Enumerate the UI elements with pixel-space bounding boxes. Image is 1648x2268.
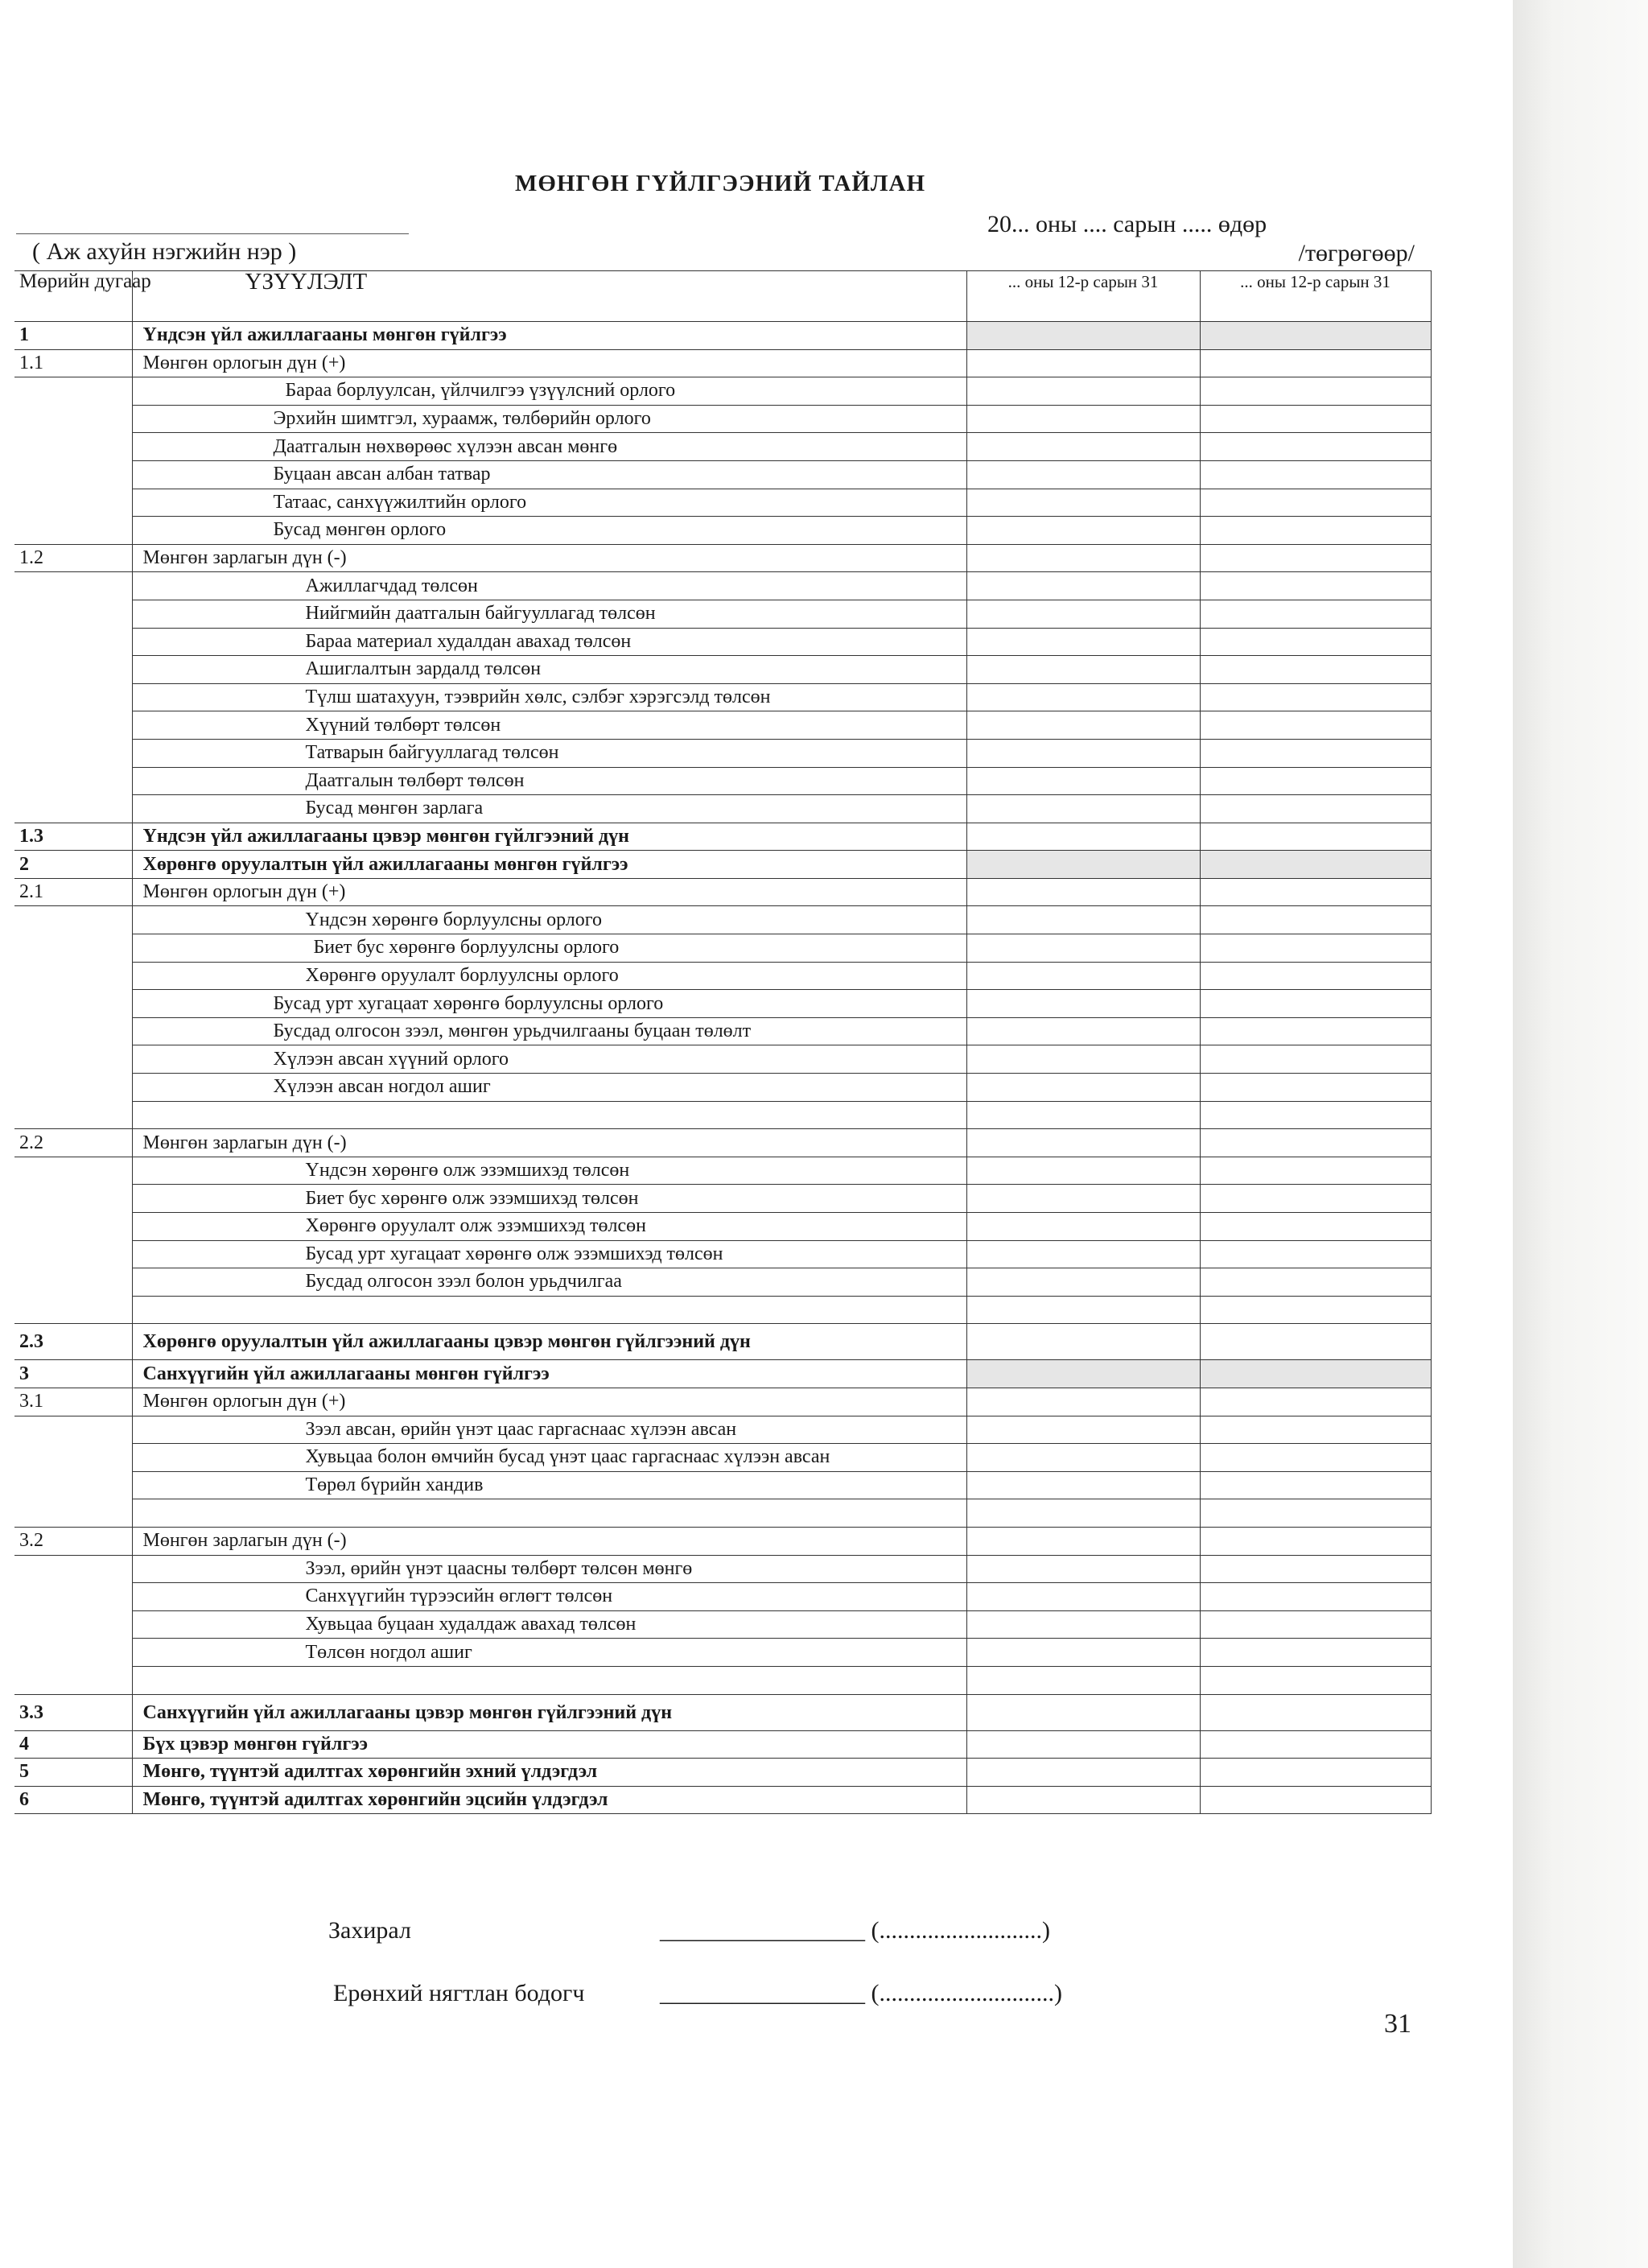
row-label: Хүлээн авсан хүүний орлого — [132, 1045, 966, 1074]
row-label: Бараа борлуулсан, үйлчилгээ үзүүлсний орлого — [132, 377, 966, 406]
cash-flow-table — [14, 270, 1432, 1814]
value-cell — [966, 377, 1200, 406]
table-row — [14, 934, 1431, 963]
row-label: Санхүүгийн түрээсийн өглөгт төлсөн — [132, 1583, 966, 1611]
value-cell — [966, 1786, 1200, 1814]
value-cell — [966, 962, 1200, 990]
value-cell — [966, 1157, 1200, 1185]
row-label: Бараа материал худалдан авахад төлсөн — [132, 628, 966, 656]
value-cell — [1200, 1499, 1431, 1528]
value-cell — [966, 711, 1200, 740]
table-row — [14, 460, 1431, 489]
value-cell — [1200, 1296, 1431, 1324]
header-period-1: ... оны 12-р сарын 31 — [966, 271, 1200, 322]
value-cell — [1200, 572, 1431, 600]
row-number — [14, 1471, 132, 1499]
table-row — [14, 1416, 1431, 1444]
value-cell — [1200, 739, 1431, 767]
value-cell — [966, 628, 1200, 656]
row-number: 1 — [14, 322, 132, 350]
row-number — [14, 489, 132, 517]
row-label: Мөнгөн зарлагын дүн (-) — [132, 544, 966, 572]
value-cell — [966, 1101, 1200, 1129]
row-label: Үндсэн хөрөнгө борлуулсны орлого — [132, 906, 966, 934]
row-number: 3.2 — [14, 1527, 132, 1555]
row-number — [14, 628, 132, 656]
row-number — [14, 1639, 132, 1667]
row-label — [132, 1666, 966, 1694]
row-label: Үндсэн хөрөнгө олж эзэмшихэд төлсөн — [132, 1157, 966, 1185]
header-row-number: Мөрийн дугаар — [14, 271, 132, 322]
row-label: Хувьцаа болон өмчийн бусад үнэт цаас гаргаснаас хүлээн авсан — [132, 1444, 966, 1472]
value-cell — [966, 1074, 1200, 1102]
row-number — [14, 1045, 132, 1074]
table-row — [14, 1296, 1431, 1324]
row-label: Даатгалын төлбөрт төлсөн — [132, 767, 966, 795]
row-number — [14, 656, 132, 684]
table-row — [14, 1694, 1431, 1730]
table-row — [14, 1074, 1431, 1102]
row-number — [14, 1296, 132, 1324]
value-cell — [966, 1555, 1200, 1583]
value-cell — [966, 1527, 1200, 1555]
table-row — [14, 1388, 1431, 1416]
director-signature-line: _________________ (...........................) — [660, 1917, 1050, 1944]
value-cell — [1200, 823, 1431, 851]
row-label: Бусад мөнгөн орлого — [132, 517, 966, 545]
table-row — [14, 1583, 1431, 1611]
row-label: Биет бус хөрөнгө борлуулсны орлого — [132, 934, 966, 963]
value-cell — [966, 990, 1200, 1018]
row-label: Мөнгөн орлогын дүн (+) — [132, 349, 966, 377]
row-number: 5 — [14, 1759, 132, 1787]
row-number — [14, 1583, 132, 1611]
row-number — [14, 1157, 132, 1185]
value-cell — [966, 1017, 1200, 1045]
table-row — [14, 767, 1431, 795]
value-cell — [1200, 990, 1431, 1018]
header-period-2: ... оны 12-р сарын 31 — [1200, 271, 1431, 322]
row-label: Бусдад олгосон зээл, мөнгөн урьдчилгааны буцаан төлөлт — [132, 1017, 966, 1045]
value-cell — [966, 1730, 1200, 1759]
value-cell — [966, 823, 1200, 851]
value-cell — [966, 683, 1200, 711]
value-cell — [966, 767, 1200, 795]
table-row — [14, 795, 1431, 823]
value-cell — [966, 878, 1200, 906]
row-number — [14, 683, 132, 711]
table-row — [14, 1610, 1431, 1639]
value-cell — [966, 1471, 1200, 1499]
row-number — [14, 1101, 132, 1129]
row-number — [14, 1017, 132, 1045]
row-number — [14, 990, 132, 1018]
value-cell — [966, 1444, 1200, 1472]
value-cell — [1200, 405, 1431, 433]
value-cell — [1200, 1388, 1431, 1416]
table-row — [14, 1157, 1431, 1185]
row-number — [14, 1240, 132, 1268]
table-header-row — [14, 271, 1431, 322]
entity-name-label: ( Аж ахуйн нэгжийн нэр ) — [32, 238, 297, 265]
row-label — [132, 1296, 966, 1324]
row-number — [14, 767, 132, 795]
table-row — [14, 1666, 1431, 1694]
row-number — [14, 405, 132, 433]
table-row — [14, 1786, 1431, 1814]
value-cell — [1200, 1240, 1431, 1268]
row-number: 1.3 — [14, 823, 132, 851]
table-row — [14, 1730, 1431, 1759]
value-cell — [1200, 962, 1431, 990]
value-cell — [1200, 1074, 1431, 1102]
value-cell — [966, 433, 1200, 461]
table-row — [14, 1499, 1431, 1528]
row-number — [14, 962, 132, 990]
table-row — [14, 851, 1431, 879]
table-row — [14, 489, 1431, 517]
value-cell — [1200, 1268, 1431, 1297]
row-number — [14, 1444, 132, 1472]
row-label: Үндсэн үйл ажиллагааны мөнгөн гүйлгээ — [132, 322, 966, 350]
value-cell — [1200, 322, 1431, 350]
row-label: Хүлээн авсан ногдол ашиг — [132, 1074, 966, 1102]
table-row — [14, 878, 1431, 906]
row-number — [14, 1610, 132, 1639]
value-cell — [1200, 1555, 1431, 1583]
table-row — [14, 1240, 1431, 1268]
value-cell — [966, 1388, 1200, 1416]
value-cell — [966, 1324, 1200, 1360]
row-number — [14, 600, 132, 628]
value-cell — [1200, 1471, 1431, 1499]
table-row — [14, 572, 1431, 600]
report-date-line: 20... оны .... сарын ..... өдөр — [987, 211, 1267, 237]
scan-edge — [1513, 0, 1648, 2268]
value-cell — [1200, 377, 1431, 406]
value-cell — [1200, 851, 1431, 879]
table-row — [14, 1101, 1431, 1129]
value-cell — [1200, 656, 1431, 684]
row-label: Хөрөнгө оруулалтын үйл ажиллагааны цэвэр мөнгөн гүйлгээний дүн — [132, 1324, 966, 1360]
row-label: Бусад мөнгөн зарлага — [132, 795, 966, 823]
value-cell — [966, 1296, 1200, 1324]
table-row — [14, 600, 1431, 628]
value-cell — [966, 405, 1200, 433]
row-number: 3.3 — [14, 1694, 132, 1730]
row-number — [14, 572, 132, 600]
value-cell — [966, 1360, 1200, 1388]
value-cell — [966, 1666, 1200, 1694]
value-cell — [966, 656, 1200, 684]
value-cell — [1200, 349, 1431, 377]
chief-accountant-signature-line: _________________ (.............................) — [660, 1980, 1062, 2006]
value-cell — [966, 1639, 1200, 1667]
row-label: Татварын байгууллагад төлсөн — [132, 739, 966, 767]
table-row — [14, 405, 1431, 433]
row-number — [14, 517, 132, 545]
table-row — [14, 544, 1431, 572]
row-number — [14, 1268, 132, 1297]
table-row — [14, 1527, 1431, 1555]
value-cell — [966, 1416, 1200, 1444]
row-number: 1.1 — [14, 349, 132, 377]
row-number: 4 — [14, 1730, 132, 1759]
value-cell — [966, 851, 1200, 879]
row-number — [14, 739, 132, 767]
row-label: Бусад урт хугацаат хөрөнгө олж эзэмшихэд төлсөн — [132, 1240, 966, 1268]
row-number — [14, 711, 132, 740]
value-cell — [966, 1759, 1200, 1787]
row-number: 2.2 — [14, 1129, 132, 1157]
value-cell — [1200, 489, 1431, 517]
row-label: Бүх цэвэр мөнгөн гүйлгээ — [132, 1730, 966, 1759]
table-row — [14, 962, 1431, 990]
row-label: Бусад урт хугацаат хөрөнгө борлуулсны орлого — [132, 990, 966, 1018]
value-cell — [1200, 544, 1431, 572]
value-cell — [1200, 934, 1431, 963]
value-cell — [1200, 1101, 1431, 1129]
row-number: 2.3 — [14, 1324, 132, 1360]
value-cell — [1200, 683, 1431, 711]
row-number — [14, 433, 132, 461]
value-cell — [966, 934, 1200, 963]
value-cell — [1200, 711, 1431, 740]
value-cell — [1200, 1694, 1431, 1730]
row-number — [14, 460, 132, 489]
row-label: Мөнгөн орлогын дүн (+) — [132, 878, 966, 906]
value-cell — [1200, 1213, 1431, 1241]
row-label: Биет бус хөрөнгө олж эзэмшихэд төлсөн — [132, 1185, 966, 1213]
table-row — [14, 1759, 1431, 1787]
table-row — [14, 823, 1431, 851]
row-label: Мөнгөн зарлагын дүн (-) — [132, 1129, 966, 1157]
value-cell — [1200, 600, 1431, 628]
value-cell — [1200, 460, 1431, 489]
row-number — [14, 377, 132, 406]
value-cell — [966, 489, 1200, 517]
value-cell — [1200, 1666, 1431, 1694]
row-label: Төлсөн ногдол ашиг — [132, 1639, 966, 1667]
value-cell — [966, 572, 1200, 600]
table-row — [14, 1360, 1431, 1388]
row-label: Хөрөнгө оруулалт олж эзэмшихэд төлсөн — [132, 1213, 966, 1241]
value-cell — [1200, 1730, 1431, 1759]
table-row — [14, 628, 1431, 656]
row-label — [132, 1101, 966, 1129]
row-label: Ажиллагчдад төлсөн — [132, 572, 966, 600]
row-label — [132, 1499, 966, 1528]
row-label: Бусдад олгосон зээл болон урьдчилгаа — [132, 1268, 966, 1297]
value-cell — [1200, 878, 1431, 906]
table-row — [14, 711, 1431, 740]
row-label: Зээл авсан, өрийн үнэт цаас гаргаснаас хүлээн авсан — [132, 1416, 966, 1444]
value-cell — [1200, 1416, 1431, 1444]
value-cell — [966, 795, 1200, 823]
row-label: Санхүүгийн үйл ажиллагааны мөнгөн гүйлгээ — [132, 1360, 966, 1388]
table-row — [14, 1324, 1431, 1360]
table-row — [14, 517, 1431, 545]
row-label: Мөнгөн зарлагын дүн (-) — [132, 1527, 966, 1555]
table-row — [14, 739, 1431, 767]
table-row — [14, 1045, 1431, 1074]
row-label: Түлш шатахуун, тээврийн хөлс, сэлбэг хэрэгсэлд төлсөн — [132, 683, 966, 711]
row-number — [14, 906, 132, 934]
value-cell — [966, 1045, 1200, 1074]
row-number: 3.1 — [14, 1388, 132, 1416]
row-number — [14, 1555, 132, 1583]
value-cell — [966, 906, 1200, 934]
value-cell — [1200, 1129, 1431, 1157]
report-title: МӨНГӨН ГҮЙЛГЭЭНИЙ ТАЙЛАН — [514, 171, 926, 196]
table-row — [14, 1129, 1431, 1157]
table-row — [14, 990, 1431, 1018]
row-label: Мөнгөн орлогын дүн (+) — [132, 1388, 966, 1416]
value-cell — [1200, 1786, 1431, 1814]
value-cell — [966, 1694, 1200, 1730]
row-number: 2 — [14, 851, 132, 879]
row-label: Нийгмийн даатгалын байгууллагад төлсөн — [132, 600, 966, 628]
value-cell — [1200, 1185, 1431, 1213]
table-row — [14, 1555, 1431, 1583]
row-number: 1.2 — [14, 544, 132, 572]
page-number: 31 — [1384, 2009, 1411, 2039]
value-cell — [1200, 906, 1431, 934]
value-cell — [1200, 517, 1431, 545]
table-row — [14, 1444, 1431, 1472]
row-label: Ашиглалтын зардалд төлсөн — [132, 656, 966, 684]
value-cell — [966, 322, 1200, 350]
row-label: Үндсэн үйл ажиллагааны цэвэр мөнгөн гүйлгээний дүн — [132, 823, 966, 851]
row-label: Эрхийн шимтгэл, хураамж, төлбөрийн орлого — [132, 405, 966, 433]
value-cell — [1200, 1360, 1431, 1388]
table-row — [14, 322, 1431, 350]
row-number: 2.1 — [14, 878, 132, 906]
row-number — [14, 1185, 132, 1213]
table-row — [14, 656, 1431, 684]
value-cell — [1200, 1157, 1431, 1185]
row-label: Хүүний төлбөрт төлсөн — [132, 711, 966, 740]
row-number — [14, 1499, 132, 1528]
value-cell — [966, 1583, 1200, 1611]
value-cell — [1200, 795, 1431, 823]
value-cell — [966, 349, 1200, 377]
table-row — [14, 349, 1431, 377]
value-cell — [1200, 1017, 1431, 1045]
value-cell — [1200, 628, 1431, 656]
value-cell — [1200, 1583, 1431, 1611]
row-number — [14, 1074, 132, 1102]
currency-note: /төгрөгөөр/ — [1298, 240, 1415, 266]
table-row — [14, 1017, 1431, 1045]
table-row — [14, 683, 1431, 711]
table-row — [14, 1639, 1431, 1667]
value-cell — [966, 1240, 1200, 1268]
value-cell — [1200, 433, 1431, 461]
value-cell — [1200, 1444, 1431, 1472]
row-label: Даатгалын нөхвөрөөс хүлээн авсан мөнгө — [132, 433, 966, 461]
row-number: 3 — [14, 1360, 132, 1388]
row-label: Мөнгө, түүнтэй адилтгах хөрөнгийн эцсийн үлдэгдэл — [132, 1786, 966, 1814]
table-row — [14, 1268, 1431, 1297]
value-cell — [966, 1268, 1200, 1297]
value-cell — [966, 1185, 1200, 1213]
row-label: Мөнгө, түүнтэй адилтгах хөрөнгийн эхний үлдэгдэл — [132, 1759, 966, 1787]
value-cell — [1200, 1610, 1431, 1639]
row-label: Хөрөнгө оруулалт борлуулсны орлого — [132, 962, 966, 990]
table-row — [14, 433, 1431, 461]
value-cell — [1200, 767, 1431, 795]
value-cell — [966, 460, 1200, 489]
table-row — [14, 1213, 1431, 1241]
table-row — [14, 1185, 1431, 1213]
value-cell — [966, 1213, 1200, 1241]
row-label: Зээл, өрийн үнэт цаасны төлбөрт төлсөн мөнгө — [132, 1555, 966, 1583]
value-cell — [1200, 1639, 1431, 1667]
row-label: Буцаан авсан албан татвар — [132, 460, 966, 489]
chief-accountant-label: Ерөнхий нягтлан бодогч — [333, 1980, 585, 2006]
header-description: ҮЗҮҮЛЭЛТ — [132, 271, 966, 322]
row-number — [14, 934, 132, 963]
value-cell — [1200, 1045, 1431, 1074]
value-cell — [966, 517, 1200, 545]
row-number — [14, 1666, 132, 1694]
value-cell — [966, 1610, 1200, 1639]
value-cell — [966, 1499, 1200, 1528]
row-number — [14, 795, 132, 823]
director-label: Захирал — [328, 1917, 411, 1944]
row-label: Хөрөнгө оруулалтын үйл ажиллагааны мөнгөн гүйлгээ — [132, 851, 966, 879]
row-label: Хувьцаа буцаан худалдаж авахад төлсөн — [132, 1610, 966, 1639]
row-number — [14, 1416, 132, 1444]
entity-name-line — [16, 233, 409, 234]
row-label: Төрөл бүрийн хандив — [132, 1471, 966, 1499]
value-cell — [1200, 1527, 1431, 1555]
value-cell — [966, 1129, 1200, 1157]
value-cell — [1200, 1759, 1431, 1787]
table-row — [14, 377, 1431, 406]
table-row — [14, 906, 1431, 934]
row-label: Татаас, санхүүжилтийн орлого — [132, 489, 966, 517]
row-number — [14, 1213, 132, 1241]
value-cell — [966, 739, 1200, 767]
value-cell — [966, 544, 1200, 572]
row-label: Санхүүгийн үйл ажиллагааны цэвэр мөнгөн гүйлгээний дүн — [132, 1694, 966, 1730]
value-cell — [1200, 1324, 1431, 1360]
table-row — [14, 1471, 1431, 1499]
value-cell — [966, 600, 1200, 628]
row-number: 6 — [14, 1786, 132, 1814]
